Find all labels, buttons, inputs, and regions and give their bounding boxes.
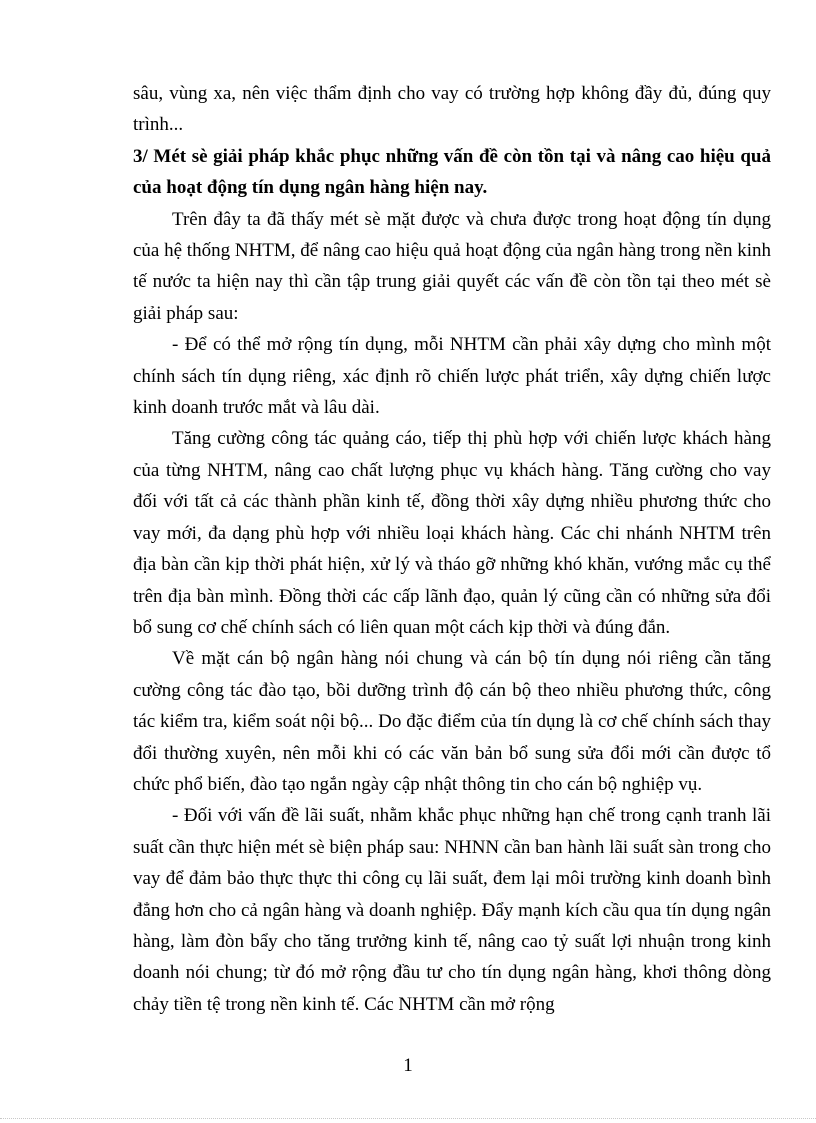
paragraph-credit-policy: - Để có thể mở rộng tín dụng, mỗi NHTM cần phải xây dựng cho mình một chính sách tín dụng riêng, xác định rõ chiến lược phát triển, xây dựng chiến lược kinh doanh trước mắt và lâu dài. — [133, 334, 771, 419]
paragraph-intro: Trên đây ta đã thấy mét sè mặt được và chưa được trong hoạt động tín dụng của hệ thống NHTM, để nâng cao hiệu quả hoạt động của ngân hàng trong nền kinh tế nước ta hiện nay thì cần tập trung giải quyết các vấn đề còn tồn tại theo mét sè giải pháp sau: — [133, 208, 771, 324]
paragraph-marketing: Tăng cường công tác quảng cáo, tiếp thị phù hợp với chiến lược khách hàng của từng NHTM, nâng cao chất lượng phục vụ khách hàng. Tăng cường cho vay đối với tất cả các thành phần kinh tế, đồng thời xây dựng nhiều phương thức cho vay mới, đa dạng phù hợp với nhiều loại khách hàng. Các chi nhánh NHTM trên địa bàn cần kịp thời phát hiện, xử lý và tháo gỡ những khó khăn, vướng mắc cụ thể trên địa bàn mình. Đồng thời các cấp lãnh đạo, quản lý cũng cần có những sửa đổi bổ sung cơ chế chính sách có liên quan một cách kịp thời và đúng đắn. — [133, 428, 771, 638]
paragraph-staff-training: Về mặt cán bộ ngân hàng nói chung và cán bộ tín dụng nói riêng cần tăng cường công tác đào tạo, bồi dưỡng trình độ cán bộ theo nhiều phương thức, công tác kiểm tra, kiểm soát nội bộ... Do đặc điểm của tín dụng là cơ chế chính sách thay đổi thường xuyên, nên mỗi khi có các văn bản bổ sung sửa đổi mới cần được tổ chức phổ biến, đào tạo ngắn ngày cập nhật thông tin cho cán bộ nghiệp vụ. — [133, 648, 771, 795]
paragraph-interest-rate: - Đối với vấn đề lãi suất, nhằm khắc phục những hạn chế trong cạnh tranh lãi suất cần thực hiện mét sè biện pháp sau: NHNN cần ban hành lãi suất sàn trong cho vay để đảm bảo thực thực thi công cụ lãi suất, đem lại môi trường kinh doanh bình đẳng hơn cho cả ngân hàng và doanh nghiệp. Đẩy mạnh kích cầu qua tín dụng ngân hàng, làm đòn bẩy cho tăng trưởng kinh tế, nâng cao tỷ suất lợi nhuận trong kinh doanh nói chung; từ đó mở rộng đầu tư cho tín dụng ngân hàng, khơi thông dòng chảy tiền tệ trong nền kinh tế. Các NHTM cần mở rộng — [133, 805, 771, 1015]
paragraph-continuation: sâu, vùng xa, nên việc thẩm định cho vay có trường hợp không đầy đủ, đúng quy trình... — [133, 83, 771, 136]
page-number: 1 — [403, 1055, 413, 1076]
section-heading: 3/ Mét sè giải pháp khắc phục những vấn đề còn tồn tại và nâng cao hiệu quả của hoạt động tín dụng ngân hàng hiện nay. — [133, 145, 771, 199]
document-body — [133, 78, 771, 1020]
page-bottom-divider — [0, 1118, 816, 1119]
